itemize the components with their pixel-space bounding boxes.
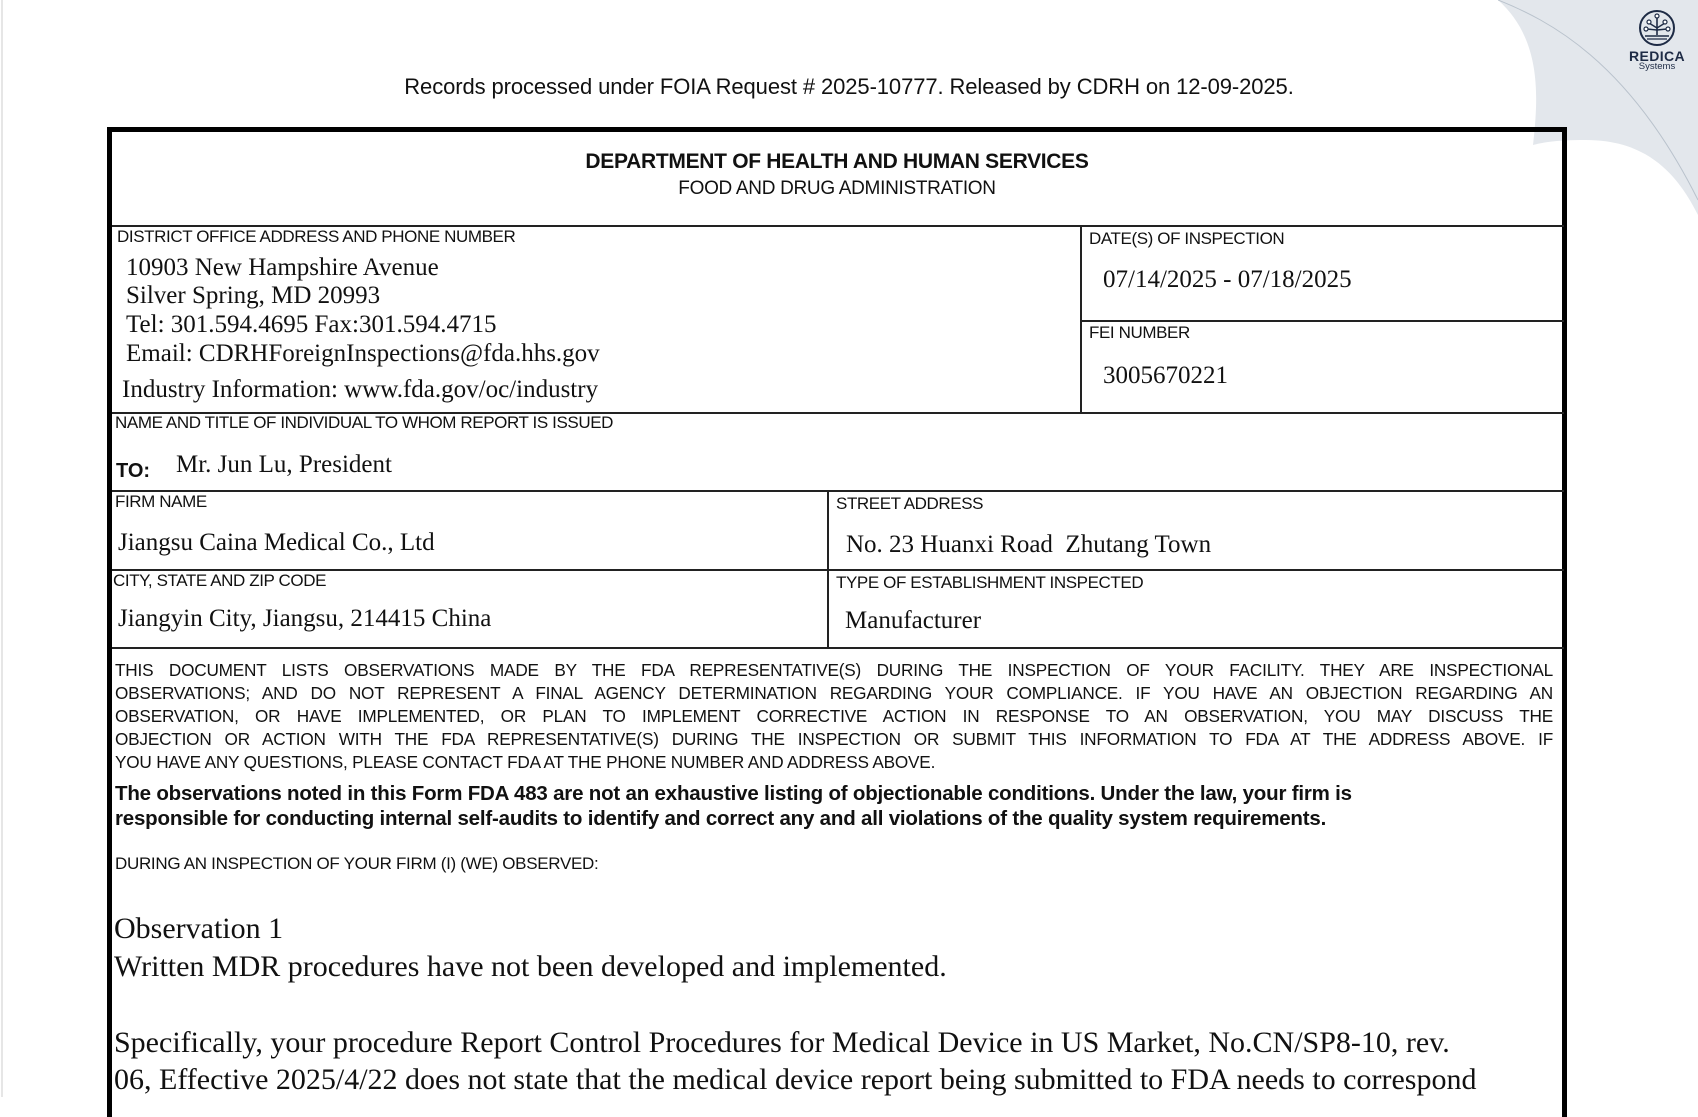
- divider-city-notice: [112, 647, 1564, 649]
- street-address-value: No. 23 Huanxi Road Zhutang Town: [846, 531, 1212, 558]
- to-label: TO:: [116, 460, 151, 482]
- establishment-type-label: TYPE OF ESTABLISHMENT INSPECTED: [836, 573, 1144, 592]
- tree-circuit-icon: [1637, 8, 1677, 48]
- agency-title: FOOD AND DRUG ADMINISTRATION: [678, 178, 996, 199]
- redica-logo: [1622, 8, 1692, 72]
- district-office-phone: Tel: 301.594.4695 Fax:301.594.4715: [126, 311, 497, 338]
- notice-line: YOU HAVE ANY QUESTIONS, PLEASE CONTACT FDA AT THE PHONE NUMBER AND ADDRESS ABOVE.: [115, 752, 936, 772]
- divider-dates-fei: [1080, 320, 1564, 322]
- street-address-label: STREET ADDRESS: [836, 494, 984, 513]
- fei-number-label: FEI NUMBER: [1089, 323, 1190, 342]
- scan-edge: [1, 0, 3, 1097]
- observation-detail-line: Specifically, your procedure Report Control Procedures for Medical Device in US Market, No.CN/SP8-10, rev.: [114, 1026, 1450, 1059]
- observation-summary: Written MDR procedures have not been developed and implemented.: [114, 950, 947, 983]
- notice-line: OBSERVATIONS; AND DO NOT REPRESENT A FINAL AGENCY DETERMINATION REGARDING YOUR COMPLIANCE. IF YOU HAVE AN OBJECTION REGARDING AN: [115, 683, 1553, 703]
- firm-name-label: FIRM NAME: [115, 492, 207, 511]
- district-office-line-1: 10903 New Hampshire Avenue: [126, 254, 439, 281]
- fei-number-value: 3005670221: [1103, 362, 1228, 389]
- notice-line: THIS DOCUMENT LISTS OBSERVATIONS MADE BY THE FDA REPRESENTATIVE(S) DURING THE INSPECTION OF YOUR FACILITY. THEY ARE INSPECTIONAL: [115, 660, 1553, 680]
- district-office-industry-info: Industry Information: www.fda.gov/oc/industry: [122, 376, 599, 403]
- notice-line: OBJECTION OR ACTION WITH THE FDA REPRESENTATIVE(S) DURING THE INSPECTION OR SUBMIT THIS INFORMATION TO FDA AT THE ADDRESS ABOVE. IF: [115, 729, 1553, 749]
- redica-sub: Systems: [1638, 61, 1676, 72]
- notice-line: OBSERVATION, OR HAVE IMPLEMENTED, OR PLAN TO IMPLEMENT CORRECTIVE ACTION IN RESPONSE TO AN OBSERVATION, YOU MAY DISCUSS THE: [115, 706, 1553, 726]
- notice-paragraph: [115, 659, 1553, 774]
- department-title: DEPARTMENT OF HEALTH AND HUMAN SERVICES: [585, 150, 1089, 173]
- city-state-zip-value: Jiangyin City, Jiangsu, 214415 China: [118, 605, 492, 632]
- recipient-value: Mr. Jun Lu, President: [176, 451, 392, 478]
- city-state-zip-label: CITY, STATE AND ZIP CODE: [113, 571, 327, 590]
- observation-detail-line: 06, Effective 2025/4/22 does not state that the medical device report being submitted to FDA needs to correspond: [114, 1063, 1477, 1096]
- disclaimer-line: The observations noted in this Form FDA 483 are not an exhaustive listing of objectionable conditions. Under the law, your firm is: [115, 782, 1352, 805]
- disclaimer-bold: [115, 781, 1515, 831]
- observation-title: Observation 1: [114, 912, 284, 945]
- district-office-email: Email: CDRHForeignInspections@fda.hhs.gov: [126, 340, 600, 367]
- district-office-label: DISTRICT OFFICE ADDRESS AND PHONE NUMBER: [117, 227, 516, 246]
- recipient-label: NAME AND TITLE OF INDIVIDUAL TO WHOM REPORT IS ISSUED: [115, 413, 614, 432]
- inspection-dates-value: 07/14/2025 - 07/18/2025: [1103, 266, 1352, 293]
- inspection-dates-label: DATE(S) OF INSPECTION: [1089, 229, 1285, 248]
- firm-name-value: Jiangsu Caina Medical Co., Ltd: [118, 529, 435, 556]
- disclaimer-line: responsible for conducting internal self-audits to identify and correct any and all violations of the quality system requirements.: [115, 807, 1327, 830]
- establishment-type-value: Manufacturer: [845, 607, 982, 634]
- foia-release-note: Records processed under FOIA Request # 2025-10777. Released by CDRH on 12-09-2025.: [404, 74, 1294, 99]
- during-inspection-label: DURING AN INSPECTION OF YOUR FIRM (I) (WE) OBSERVED:: [115, 854, 599, 873]
- district-office-line-2: Silver Spring, MD 20993: [126, 282, 381, 309]
- redica-brand: REDICA: [1628, 48, 1686, 64]
- divider-recipient-firm: [112, 490, 1564, 492]
- divider-firm-city: [112, 569, 1564, 571]
